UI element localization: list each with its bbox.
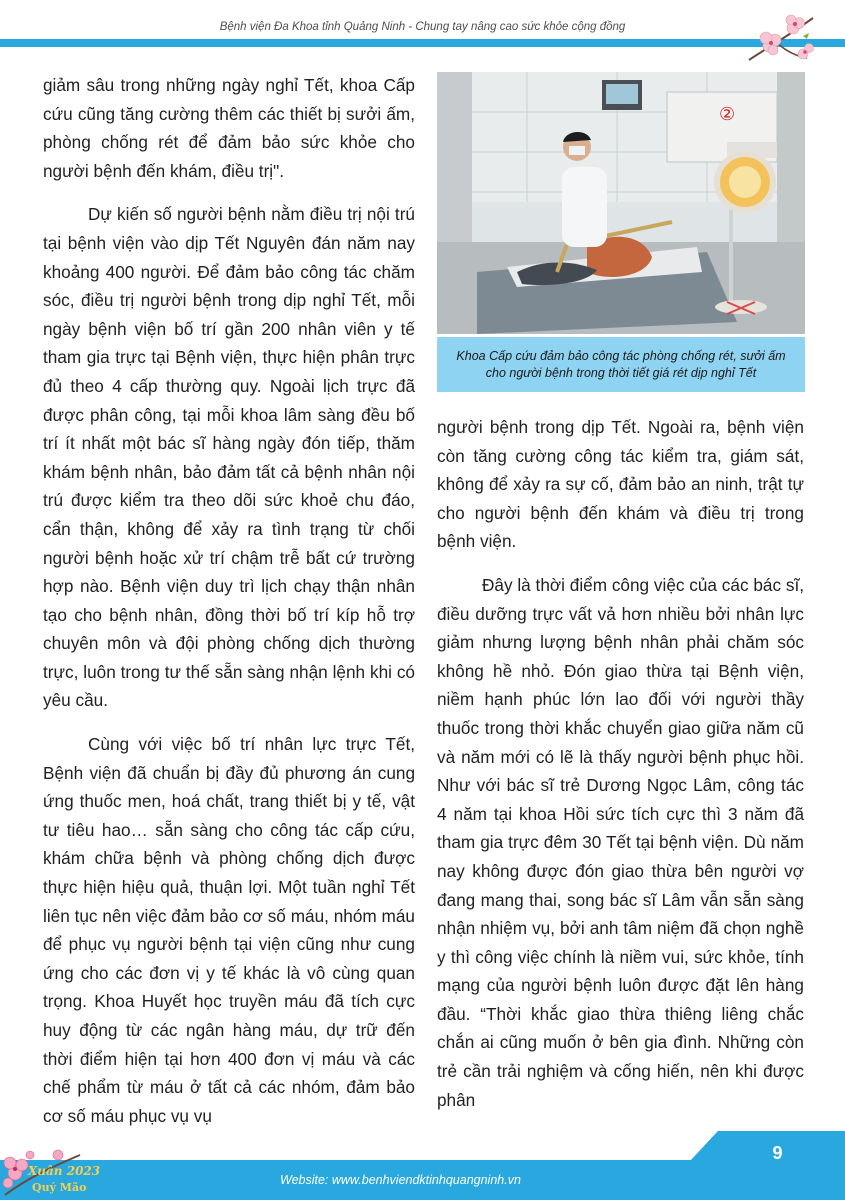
- logo-line2: Quý Mão: [32, 1181, 87, 1194]
- paragraph: người bệnh trong dịp Tết. Ngoài ra, bệnh viện còn tăng cường công tác kiểm tra, giám sát, không để xảy ra sự cố, đảm bảo an ninh, trật tự cho người bệnh đến khám và điều trị trong bệnh viện.: [437, 417, 804, 552]
- logo-line1: Xuân 2023: [28, 1164, 101, 1178]
- paragraph: Đây là thời điểm công việc của các bác sĩ, điều dưỡng trực vất vả hơn nhiều bởi nhân lực giảm nhưng lượng bệnh nhân phải chăm sóc không hề nhỏ. Đón giao thừa tại Bệnh viện, niềm hạnh phúc lớn lao đối với người thầy thuốc trong thời khắc chuyển giao giữa năm cũ và năm mới có lẽ là thấy người bệnh phục hồi. Như với bác sĩ trẻ Dương Ngọc Lâm, công tác 4 năm tại khoa Hồi sức tích cực thì 3 năm đã tham gia trực đêm 30 Tết tại bệnh viện. Dù năm nay không được đón giao thừa bên người vợ đang mang thai, song bác sĩ Lâm vẫn sẵn sàng nhận nhiệm vụ, bởi anh tâm niệm đã chọn nghề y thì công việc chính là niềm vui, sức khỏe, tính mạng của người bệnh luôn được đặt lên hàng đầu. “Thời khắc giao thừa thiêng liêng chắc chắn ai cũng muốn ở bên gia đình. Những còn trẻ cần trải nghiệm và cống hiến, nên khi được phân: [437, 574, 804, 1110]
- paragraph: Dự kiến số người bệnh nằm điều trị nội trú tại bệnh viện vào dịp Tết Nguyên đán năm nay khoảng 400 người. Để đảm bảo công tác chăm sóc, điều trị người bệnh trong dịp nghỉ Tết, mỗi ngày bệnh viện bố trí gần 200 nhân viên y tế tham gia trực tại Bệnh viện, thực hiện phân trực đủ theo 4 cấp thường quy. Ngoài lịch trực đã được phân công, tại mỗi khoa lâm sàng đều bố trí ít nhất một bác sĩ hàng ngày đón tiếp, thăm khám bệnh nhân, bảo đảm tất cả bệnh nhân nội trú được kiểm tra theo dõi sức khoẻ chu đáo, cẩn thận, không để xảy ra tình trạng từ chối người bệnh hoặc xử trí chậm trễ bất cứ trường hợp nào. Bệnh viện duy trì lịch chạy thận nhân tạo cho bệnh nhân, đồng thời bố trí kíp hỗ trợ chuyên môn và đội phòng chống dịch thường trực, luôn trong tư thế sẵn sàng nhận lệnh khi có yêu cầu.: [43, 204, 415, 711]
- paragraph: Cùng với việc bố trí nhân lực trực Tết, Bệnh viện đã chuẩn bị đầy đủ phương án cung ứng thuốc men, hoá chất, trang thiết bị y tế, vật tư tiêu hao… sẵn sàng cho công tác cấp cứu, khám chữa bệnh và phòng chống dịch được thực hiện hiệu quả, thuận lợi. Một tuần nghỉ Tết liên tục nên việc đảm bảo cơ số máu, nhóm máu để phục vụ người bệnh tại viện cũng như cung ứng cho các đơn vị y tế khác là vô cùng quan trọng. Khoa Huyết học truyền máu đã tích cực huy động từ các ngân hàng máu, dự trữ đến thời điểm hiện tại hơn 400 đơn vị máu và các chế phẩm từ máu ở tất cả các nhóm, đảm bảo cơ số máu phục vụ vụ: [43, 734, 415, 1126]
- photo-caption-box: [437, 337, 805, 392]
- footer-website: Website: www.benhviendktinhquangninh.vn: [280, 1173, 521, 1187]
- header-bar: [0, 39, 845, 47]
- left-article-column: [43, 71, 415, 1130]
- bed-number-label: ②: [719, 104, 736, 125]
- paragraph: giảm sâu trong những ngày nghỉ Tết, khoa Cấp cứu cũng tăng cường thêm các thiết bị sưởi ấm, phòng chống rét để đảm bảo sức khỏe cho người bệnh đến khám, điều trị".: [43, 75, 415, 181]
- cherry-blossom-icon: [747, 8, 817, 68]
- article-photo: [437, 72, 805, 334]
- photo-caption: Khoa Cấp cứu đảm bảo công tác phòng chống rét, sưởi ấm cho người bệnh trong thời tiết giá rét dịp nghỉ Tết: [456, 348, 786, 380]
- page-number: 9: [772, 1143, 783, 1163]
- right-article-column: [437, 413, 804, 1114]
- tet-logo-icon: [0, 1125, 140, 1200]
- running-header: Bệnh viện Đa Khoa tỉnh Quảng Ninh - Chung tay nâng cao sức khỏe cộng đồng: [219, 21, 626, 33]
